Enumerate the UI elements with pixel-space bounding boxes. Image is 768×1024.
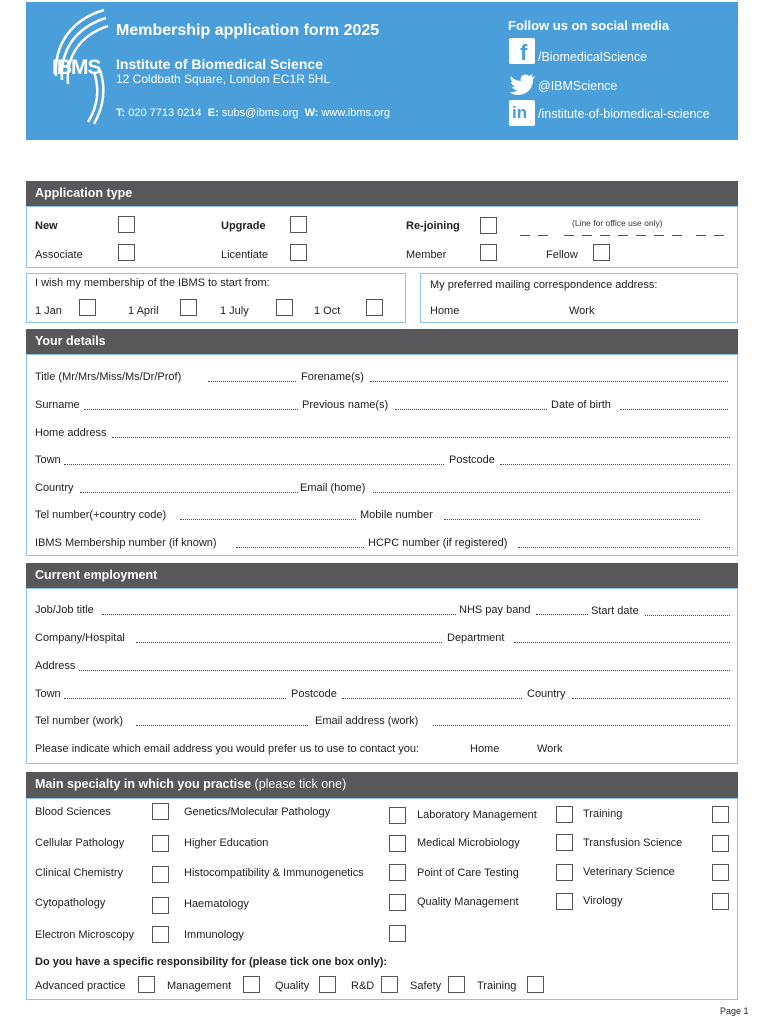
label-company-hospital: Company/Hospital	[35, 632, 125, 644]
label-date-of-birth: Date of birth	[551, 399, 611, 411]
town-field[interactable]	[64, 455, 444, 465]
checkbox-specialty[interactable]	[556, 893, 573, 910]
checkbox-1-july[interactable]	[276, 299, 293, 316]
checkbox-specialty[interactable]	[152, 926, 169, 943]
label-licentiate: Licentiate	[221, 249, 269, 261]
label-ibms-number: IBMS Membership number (if known)	[35, 537, 217, 549]
label-forename: Forename(s)	[301, 371, 364, 383]
email-preference-home-option[interactable]: Home	[470, 743, 500, 755]
responsibility-option: Safety	[410, 980, 442, 992]
label-start-date: Start date	[591, 605, 639, 617]
label-member: Member	[406, 249, 447, 261]
label-upgrade: Upgrade	[221, 220, 266, 232]
contact-email[interactable]: subs@ibms.org	[221, 107, 299, 119]
label-work-town: Town	[35, 688, 61, 700]
postcode-field[interactable]	[500, 455, 730, 465]
linkedin-icon[interactable]: in	[509, 100, 535, 126]
work-email-field[interactable]	[433, 716, 730, 726]
mobile-number-field[interactable]	[444, 510, 700, 520]
specialty-option: Training	[583, 808, 623, 820]
label-1-jan: 1 Jan	[35, 305, 62, 317]
specialty-option: Electron Microscopy	[35, 929, 135, 941]
checkbox-specialty[interactable]	[556, 864, 573, 881]
checkbox-specialty[interactable]	[712, 806, 729, 823]
phone-number: 020 7713 0214	[128, 107, 202, 119]
label-1-july: 1 July	[220, 305, 249, 317]
linkedin-link[interactable]: /institute-of-biomedical-science	[538, 107, 710, 121]
label-1-oct: 1 Oct	[314, 305, 341, 317]
responsibility-option: R&D	[351, 980, 375, 992]
form-title: Membership application form 2025	[116, 22, 380, 39]
contact-website[interactable]: www.ibms.org	[321, 107, 390, 119]
label-1-april: 1 April	[128, 305, 159, 317]
title-field[interactable]	[208, 372, 296, 382]
checkbox-responsibility[interactable]	[448, 976, 465, 993]
email-label: E:	[207, 107, 219, 119]
work-postcode-field[interactable]	[342, 689, 522, 699]
org-address: 12 Coldbath Square, London EC1R 5HL	[116, 72, 331, 86]
checkbox-specialty[interactable]	[389, 807, 406, 824]
office-use-note: (Line for office use only)	[572, 218, 663, 228]
email-preference-work-option[interactable]: Work	[537, 743, 563, 755]
specialty-option: Cytopathology	[35, 897, 106, 909]
checkbox-specialty[interactable]	[152, 835, 169, 852]
checkbox-rejoining[interactable]	[480, 217, 497, 234]
specialty-option: Veterinary Science	[583, 866, 675, 878]
contact-line	[116, 107, 390, 119]
mailing-prompt: My preferred mailing correspondence address:	[430, 279, 658, 291]
ibms-logo-text: IBMS	[52, 56, 101, 79]
work-town-field[interactable]	[64, 689, 286, 699]
date-of-birth-field[interactable]	[620, 400, 728, 410]
specialty-option: Medical Microbiology	[417, 837, 520, 849]
responsibility-question: Do you have a specific responsibility for (please tick one box only):	[35, 956, 388, 968]
twitter-link[interactable]: @IBMScience	[538, 79, 618, 93]
responsibility-option: Training	[477, 980, 517, 992]
checkbox-associate[interactable]	[118, 244, 135, 261]
label-fellow: Fellow	[546, 249, 578, 261]
label-surname: Surname	[35, 399, 80, 411]
application-type-header: Application type	[26, 181, 738, 206]
checkbox-specialty[interactable]	[389, 835, 406, 852]
label-home-address: Home address	[35, 427, 107, 439]
label-email-home: Email (home)	[300, 482, 366, 494]
specialty-option: Laboratory Management	[417, 809, 537, 821]
department-field[interactable]	[514, 633, 730, 643]
checkbox-member[interactable]	[480, 244, 497, 261]
checkbox-responsibility[interactable]	[527, 976, 544, 993]
label-new: New	[35, 220, 58, 232]
email-preference-prompt: Please indicate which email address you would prefer us to use to contact you:	[35, 743, 419, 755]
email-home-field[interactable]	[373, 483, 730, 493]
work-address-field[interactable]	[79, 661, 730, 671]
label-rejoining: Re-joining	[406, 220, 460, 232]
checkbox-specialty[interactable]	[152, 897, 169, 914]
nhs-pay-band-field[interactable]	[536, 605, 588, 615]
mailing-home-option[interactable]: Home	[430, 305, 460, 317]
specialty-option: Genetics/Molecular Pathology	[184, 806, 331, 818]
mailing-work-option[interactable]: Work	[569, 305, 595, 317]
office-use-line	[520, 234, 730, 236]
checkbox-1-oct[interactable]	[366, 299, 383, 316]
label-associate: Associate	[35, 249, 83, 261]
job-title-field[interactable]	[102, 605, 456, 615]
specialty-option: Higher Education	[184, 837, 269, 849]
checkbox-specialty[interactable]	[389, 864, 406, 881]
label-work-country: Country	[527, 688, 566, 700]
specialty-section	[26, 798, 738, 1000]
label-work-address: Address	[35, 660, 76, 672]
specialty-header	[26, 772, 738, 798]
checkbox-responsibility[interactable]	[319, 976, 336, 993]
web-label: W:	[304, 107, 319, 119]
work-tel-field[interactable]	[136, 716, 308, 726]
your-details-header: Your details	[26, 329, 738, 354]
tel-number-field[interactable]	[180, 510, 356, 520]
specialty-heading-note: (please tick one)	[254, 777, 347, 791]
specialty-heading: Main specialty in which you practise	[35, 777, 252, 791]
specialty-option: Immunology	[184, 929, 244, 941]
checkbox-specialty[interactable]	[389, 925, 406, 942]
label-job-title: Job/Job title	[35, 604, 94, 616]
specialty-option: Point of Care Testing	[417, 867, 519, 879]
label-work-postcode: Postcode	[291, 688, 337, 700]
checkbox-licentiate[interactable]	[290, 244, 307, 261]
label-postcode: Postcode	[449, 454, 495, 466]
specialty-option: Clinical Chemistry	[35, 867, 124, 879]
label-hcpc-number: HCPC number (if registered)	[368, 537, 508, 549]
specialty-option: Histocompatibility & Immunogenetics	[184, 867, 364, 879]
checkbox-responsibility[interactable]	[138, 976, 155, 993]
label-mobile-number: Mobile number	[360, 509, 433, 521]
twitter-icon[interactable]	[509, 72, 537, 96]
label-previous-names: Previous name(s)	[302, 399, 389, 411]
checkbox-specialty[interactable]	[389, 894, 406, 911]
label-country: Country	[35, 482, 74, 494]
home-address-field[interactable]	[112, 428, 730, 438]
start-date-field[interactable]	[645, 606, 730, 616]
responsibility-option: Management	[167, 980, 232, 992]
label-nhs-pay-band: NHS pay band	[459, 604, 531, 616]
label-title: Title (Mr/Mrs/Miss/Ms/Dr/Prof)	[35, 371, 182, 383]
ibms-number-field[interactable]	[236, 538, 364, 548]
facebook-icon[interactable]: f	[509, 38, 535, 64]
social-heading: Follow us on social media	[508, 18, 670, 33]
label-tel-number: Tel number(+country code)	[35, 509, 167, 521]
surname-field[interactable]	[84, 400, 298, 410]
checkbox-responsibility[interactable]	[243, 976, 260, 993]
specialty-option: Transfusion Science	[583, 837, 683, 849]
org-name: Institute of Biomedical Science	[116, 56, 323, 72]
facebook-link[interactable]: /BiomedicalScience	[538, 50, 648, 64]
company-hospital-field[interactable]	[136, 633, 442, 643]
hcpc-number-field[interactable]	[518, 538, 730, 548]
specialty-option: Haematology	[184, 898, 249, 910]
forename-field[interactable]	[370, 372, 728, 382]
checkbox-new[interactable]	[118, 216, 135, 233]
phone-label: T:	[116, 107, 126, 119]
checkbox-1-jan[interactable]	[79, 299, 96, 316]
specialty-option: Blood Sciences	[35, 806, 111, 818]
checkbox-specialty[interactable]	[712, 893, 729, 910]
checkbox-specialty[interactable]	[152, 803, 169, 820]
specialty-option: Quality Management	[417, 896, 519, 908]
specialty-option: Cellular Pathology	[35, 837, 125, 849]
checkbox-specialty[interactable]	[712, 864, 729, 881]
checkbox-specialty[interactable]	[712, 835, 729, 852]
label-work-email: Email address (work)	[315, 715, 419, 727]
checkbox-responsibility[interactable]	[381, 976, 398, 993]
start-prompt: I wish my membership of the IBMS to start from:	[35, 277, 270, 289]
previous-names-field[interactable]	[395, 400, 547, 410]
checkbox-specialty[interactable]	[556, 806, 573, 823]
checkbox-fellow[interactable]	[593, 244, 610, 261]
checkbox-specialty[interactable]	[556, 834, 573, 851]
employment-header: Current employment	[26, 563, 738, 588]
responsibility-option: Advanced practice	[35, 980, 126, 992]
header-banner	[26, 2, 738, 140]
label-work-tel: Tel number (work)	[35, 715, 124, 727]
responsibility-option: Quality	[275, 980, 310, 992]
label-department: Department	[447, 632, 505, 644]
specialty-option: Virology	[583, 895, 623, 907]
page-number: Page 1	[720, 1006, 749, 1016]
work-country-field[interactable]	[572, 689, 730, 699]
label-town: Town	[35, 454, 61, 466]
checkbox-upgrade[interactable]	[290, 216, 307, 233]
checkbox-1-april[interactable]	[180, 299, 197, 316]
checkbox-specialty[interactable]	[152, 866, 169, 883]
country-field[interactable]	[80, 483, 298, 493]
